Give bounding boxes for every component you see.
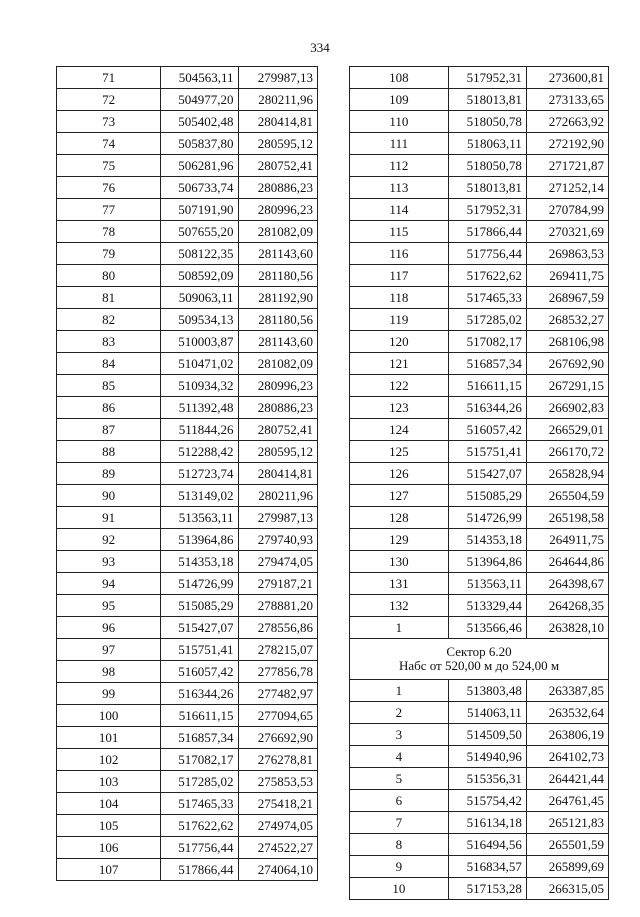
point-number-cell: 77 — [57, 199, 161, 221]
x-coordinate-cell: 517866,44 — [161, 859, 238, 881]
x-coordinate-cell: 514353,18 — [161, 551, 238, 573]
sector-header-row — [350, 639, 609, 680]
table-row — [350, 834, 609, 856]
table-row — [57, 727, 318, 749]
point-number-cell: 78 — [57, 221, 161, 243]
y-coordinate-cell: 268532,27 — [526, 309, 608, 331]
y-coordinate-cell: 276278,81 — [238, 749, 317, 771]
y-coordinate-cell: 278556,86 — [238, 617, 317, 639]
point-number-cell: 116 — [350, 243, 449, 265]
x-coordinate-cell: 506281,96 — [161, 155, 238, 177]
table-row — [57, 375, 318, 397]
x-coordinate-cell: 516611,15 — [448, 375, 526, 397]
x-coordinate-cell: 515085,29 — [448, 485, 526, 507]
point-number-cell: 102 — [57, 749, 161, 771]
table-row — [350, 617, 609, 639]
x-coordinate-cell: 514726,99 — [161, 573, 238, 595]
x-coordinate-cell: 517082,17 — [161, 749, 238, 771]
point-number-cell: 115 — [350, 221, 449, 243]
x-coordinate-cell: 518013,81 — [448, 177, 526, 199]
table-row — [57, 287, 318, 309]
table-row — [57, 617, 318, 639]
y-coordinate-cell: 263828,10 — [526, 617, 608, 639]
y-coordinate-cell: 274064,10 — [238, 859, 317, 881]
y-coordinate-cell: 265198,58 — [526, 507, 608, 529]
table-row — [57, 111, 318, 133]
y-coordinate-cell: 272192,90 — [526, 133, 608, 155]
point-number-cell: 71 — [57, 67, 161, 89]
y-coordinate-cell: 264421,44 — [526, 768, 608, 790]
y-coordinate-cell: 277482,97 — [238, 683, 317, 705]
point-number-cell: 125 — [350, 441, 449, 463]
point-number-cell: 10 — [350, 878, 449, 900]
point-number-cell: 73 — [57, 111, 161, 133]
x-coordinate-cell: 516134,18 — [448, 812, 526, 834]
table-row — [350, 89, 609, 111]
y-coordinate-cell: 281143,60 — [238, 243, 317, 265]
point-number-cell: 88 — [57, 441, 161, 463]
x-coordinate-cell: 516344,26 — [161, 683, 238, 705]
point-number-cell: 119 — [350, 309, 449, 331]
table-row — [350, 177, 609, 199]
point-number-cell: 86 — [57, 397, 161, 419]
x-coordinate-cell: 513803,48 — [448, 680, 526, 702]
x-coordinate-cell: 515427,07 — [448, 463, 526, 485]
x-coordinate-cell: 514353,18 — [448, 529, 526, 551]
table-row — [350, 680, 609, 702]
point-number-cell: 9 — [350, 856, 449, 878]
y-coordinate-cell: 279987,13 — [238, 507, 317, 529]
table-row — [350, 221, 609, 243]
point-number-cell: 124 — [350, 419, 449, 441]
x-coordinate-cell: 518050,78 — [448, 155, 526, 177]
table-row — [57, 67, 318, 89]
y-coordinate-cell: 280595,12 — [238, 441, 317, 463]
point-number-cell: 101 — [57, 727, 161, 749]
point-number-cell: 79 — [57, 243, 161, 265]
table-row — [57, 837, 318, 859]
y-coordinate-cell: 281180,56 — [238, 265, 317, 287]
y-coordinate-cell: 265121,83 — [526, 812, 608, 834]
y-coordinate-cell: 263387,85 — [526, 680, 608, 702]
x-coordinate-cell: 514726,99 — [448, 507, 526, 529]
x-coordinate-cell: 510471,02 — [161, 353, 238, 375]
table-row — [350, 463, 609, 485]
table-row — [57, 463, 318, 485]
point-number-cell: 131 — [350, 573, 449, 595]
point-number-cell: 118 — [350, 287, 449, 309]
table-row — [350, 133, 609, 155]
table-row — [350, 595, 609, 617]
x-coordinate-cell: 513563,11 — [448, 573, 526, 595]
y-coordinate-cell: 263532,64 — [526, 702, 608, 724]
x-coordinate-cell: 513964,86 — [161, 529, 238, 551]
y-coordinate-cell: 265899,69 — [526, 856, 608, 878]
x-coordinate-cell: 515751,41 — [448, 441, 526, 463]
point-number-cell: 127 — [350, 485, 449, 507]
table-row — [350, 287, 609, 309]
table-row — [57, 441, 318, 463]
point-number-cell: 72 — [57, 89, 161, 111]
x-coordinate-cell: 517622,62 — [448, 265, 526, 287]
x-coordinate-cell: 516344,26 — [448, 397, 526, 419]
point-number-cell: 117 — [350, 265, 449, 287]
x-coordinate-cell: 517465,33 — [161, 793, 238, 815]
table-row — [57, 485, 318, 507]
point-number-cell: 113 — [350, 177, 449, 199]
y-coordinate-cell: 278215,07 — [238, 639, 317, 661]
table-row — [57, 199, 318, 221]
point-number-cell: 89 — [57, 463, 161, 485]
table-row — [350, 331, 609, 353]
point-number-cell: 107 — [57, 859, 161, 881]
table-row — [350, 485, 609, 507]
y-coordinate-cell: 280752,41 — [238, 155, 317, 177]
y-coordinate-cell: 281082,09 — [238, 221, 317, 243]
x-coordinate-cell: 515427,07 — [161, 617, 238, 639]
y-coordinate-cell: 267291,15 — [526, 375, 608, 397]
y-coordinate-cell: 280211,96 — [238, 89, 317, 111]
table-row — [57, 793, 318, 815]
x-coordinate-cell: 517285,02 — [448, 309, 526, 331]
y-coordinate-cell: 274974,05 — [238, 815, 317, 837]
y-coordinate-cell: 280886,23 — [238, 397, 317, 419]
table-row — [350, 878, 609, 900]
table-row — [350, 551, 609, 573]
y-coordinate-cell: 276692,90 — [238, 727, 317, 749]
x-coordinate-cell: 513329,44 — [448, 595, 526, 617]
x-coordinate-cell: 515751,41 — [161, 639, 238, 661]
y-coordinate-cell: 280211,96 — [238, 485, 317, 507]
y-coordinate-cell: 270784,99 — [526, 199, 608, 221]
x-coordinate-cell: 511844,26 — [161, 419, 238, 441]
x-coordinate-cell: 514940,96 — [448, 746, 526, 768]
table-row — [57, 133, 318, 155]
table-row — [57, 815, 318, 837]
x-coordinate-cell: 513563,11 — [161, 507, 238, 529]
table-row — [57, 243, 318, 265]
y-coordinate-cell: 265501,59 — [526, 834, 608, 856]
x-coordinate-cell: 505837,80 — [161, 133, 238, 155]
table-row — [350, 812, 609, 834]
point-number-cell: 123 — [350, 397, 449, 419]
x-coordinate-cell: 517952,31 — [448, 67, 526, 89]
point-number-cell: 80 — [57, 265, 161, 287]
point-number-cell: 82 — [57, 309, 161, 331]
y-coordinate-cell: 277094,65 — [238, 705, 317, 727]
y-coordinate-cell: 281143,60 — [238, 331, 317, 353]
point-number-cell: 122 — [350, 375, 449, 397]
point-number-cell: 5 — [350, 768, 449, 790]
x-coordinate-cell: 512288,42 — [161, 441, 238, 463]
point-number-cell: 92 — [57, 529, 161, 551]
point-number-cell: 2 — [350, 702, 449, 724]
point-number-cell: 109 — [350, 89, 449, 111]
point-number-cell: 93 — [57, 551, 161, 573]
table-row — [350, 790, 609, 812]
y-coordinate-cell: 273133,65 — [526, 89, 608, 111]
x-coordinate-cell: 517082,17 — [448, 331, 526, 353]
point-number-cell: 94 — [57, 573, 161, 595]
x-coordinate-cell: 517465,33 — [448, 287, 526, 309]
y-coordinate-cell: 268967,59 — [526, 287, 608, 309]
x-coordinate-cell: 516611,15 — [161, 705, 238, 727]
table-row — [57, 529, 318, 551]
point-number-cell: 87 — [57, 419, 161, 441]
point-number-cell: 99 — [57, 683, 161, 705]
sector-title: Сектор 6.20 — [446, 644, 512, 659]
x-coordinate-cell: 515754,42 — [448, 790, 526, 812]
table-row — [350, 441, 609, 463]
table-row — [57, 265, 318, 287]
x-coordinate-cell: 507191,90 — [161, 199, 238, 221]
x-coordinate-cell: 513566,46 — [448, 617, 526, 639]
y-coordinate-cell: 263806,19 — [526, 724, 608, 746]
table-row — [350, 243, 609, 265]
y-coordinate-cell: 264102,73 — [526, 746, 608, 768]
y-coordinate-cell: 264644,86 — [526, 551, 608, 573]
y-coordinate-cell: 280996,23 — [238, 375, 317, 397]
point-number-cell: 96 — [57, 617, 161, 639]
x-coordinate-cell: 506733,74 — [161, 177, 238, 199]
page-number: 334 — [310, 40, 330, 55]
y-coordinate-cell: 280752,41 — [238, 419, 317, 441]
y-coordinate-cell: 277856,78 — [238, 661, 317, 683]
x-coordinate-cell: 516857,34 — [448, 353, 526, 375]
x-coordinate-cell: 504563,11 — [161, 67, 238, 89]
point-number-cell: 81 — [57, 287, 161, 309]
table-row — [57, 771, 318, 793]
x-coordinate-cell: 504977,20 — [161, 89, 238, 111]
table-row — [57, 221, 318, 243]
table-row — [57, 331, 318, 353]
table-row — [350, 155, 609, 177]
table-row — [350, 573, 609, 595]
x-coordinate-cell: 518013,81 — [448, 89, 526, 111]
table-row — [57, 573, 318, 595]
point-number-cell: 129 — [350, 529, 449, 551]
point-number-cell: 121 — [350, 353, 449, 375]
point-number-cell: 98 — [57, 661, 161, 683]
table-row — [57, 595, 318, 617]
x-coordinate-cell: 516057,42 — [161, 661, 238, 683]
point-number-cell: 100 — [57, 705, 161, 727]
x-coordinate-cell: 517285,02 — [161, 771, 238, 793]
y-coordinate-cell: 272663,92 — [526, 111, 608, 133]
table-row — [350, 375, 609, 397]
table-row — [57, 661, 318, 683]
x-coordinate-cell: 515356,31 — [448, 768, 526, 790]
table-row — [350, 265, 609, 287]
y-coordinate-cell: 280996,23 — [238, 199, 317, 221]
x-coordinate-cell: 518050,78 — [448, 111, 526, 133]
table-row — [350, 507, 609, 529]
table-row — [57, 309, 318, 331]
x-coordinate-cell: 514063,11 — [448, 702, 526, 724]
point-number-cell: 3 — [350, 724, 449, 746]
table-row — [57, 639, 318, 661]
x-coordinate-cell: 509534,13 — [161, 309, 238, 331]
table-row — [57, 551, 318, 573]
x-coordinate-cell: 517756,44 — [161, 837, 238, 859]
y-coordinate-cell: 270321,69 — [526, 221, 608, 243]
table-row — [57, 89, 318, 111]
table-row — [350, 309, 609, 331]
y-coordinate-cell: 271721,87 — [526, 155, 608, 177]
x-coordinate-cell: 509063,11 — [161, 287, 238, 309]
table-row — [350, 746, 609, 768]
table-row — [57, 859, 318, 881]
point-number-cell: 83 — [57, 331, 161, 353]
y-coordinate-cell: 275853,53 — [238, 771, 317, 793]
x-coordinate-cell: 517866,44 — [448, 221, 526, 243]
y-coordinate-cell: 269863,53 — [526, 243, 608, 265]
y-coordinate-cell: 264911,75 — [526, 529, 608, 551]
y-coordinate-cell: 280414,81 — [238, 463, 317, 485]
point-number-cell: 104 — [57, 793, 161, 815]
table-row — [57, 353, 318, 375]
x-coordinate-cell: 505402,48 — [161, 111, 238, 133]
x-coordinate-cell: 517756,44 — [448, 243, 526, 265]
table-row — [57, 507, 318, 529]
x-coordinate-cell: 508592,09 — [161, 265, 238, 287]
point-number-cell: 112 — [350, 155, 449, 177]
x-coordinate-cell: 511392,48 — [161, 397, 238, 419]
y-coordinate-cell: 281192,90 — [238, 287, 317, 309]
y-coordinate-cell: 279474,05 — [238, 551, 317, 573]
x-coordinate-cell: 510003,87 — [161, 331, 238, 353]
x-coordinate-cell: 507655,20 — [161, 221, 238, 243]
table-row — [350, 111, 609, 133]
point-number-cell: 126 — [350, 463, 449, 485]
y-coordinate-cell: 266529,01 — [526, 419, 608, 441]
table-row — [57, 177, 318, 199]
y-coordinate-cell: 267692,90 — [526, 353, 608, 375]
x-coordinate-cell: 518063,11 — [448, 133, 526, 155]
y-coordinate-cell: 279187,21 — [238, 573, 317, 595]
point-number-cell: 105 — [57, 815, 161, 837]
point-number-cell: 110 — [350, 111, 449, 133]
x-coordinate-cell: 510934,32 — [161, 375, 238, 397]
y-coordinate-cell: 273600,81 — [526, 67, 608, 89]
point-number-cell: 108 — [350, 67, 449, 89]
point-number-cell: 111 — [350, 133, 449, 155]
point-number-cell: 120 — [350, 331, 449, 353]
point-number-cell: 132 — [350, 595, 449, 617]
point-number-cell: 95 — [57, 595, 161, 617]
point-number-cell: 90 — [57, 485, 161, 507]
point-number-cell: 130 — [350, 551, 449, 573]
y-coordinate-cell: 275418,21 — [238, 793, 317, 815]
table-row — [350, 397, 609, 419]
table-row — [57, 749, 318, 771]
y-coordinate-cell: 281082,09 — [238, 353, 317, 375]
point-number-cell: 114 — [350, 199, 449, 221]
x-coordinate-cell: 517622,62 — [161, 815, 238, 837]
point-number-cell: 97 — [57, 639, 161, 661]
table-row — [57, 683, 318, 705]
coordinates-table-left — [56, 66, 318, 881]
table-row — [57, 705, 318, 727]
point-number-cell: 91 — [57, 507, 161, 529]
point-number-cell: 6 — [350, 790, 449, 812]
y-coordinate-cell: 269411,75 — [526, 265, 608, 287]
table-row — [350, 724, 609, 746]
y-coordinate-cell: 274522,27 — [238, 837, 317, 859]
coordinates-table-right — [349, 66, 609, 900]
sector-subtitle: Набс от 520,00 м до 524,00 м — [398, 658, 560, 673]
x-coordinate-cell: 513964,86 — [448, 551, 526, 573]
point-number-cell: 1 — [350, 680, 449, 702]
point-number-cell: 7 — [350, 812, 449, 834]
y-coordinate-cell: 264398,67 — [526, 573, 608, 595]
x-coordinate-cell: 514509,50 — [448, 724, 526, 746]
table-row — [350, 419, 609, 441]
point-number-cell: 103 — [57, 771, 161, 793]
x-coordinate-cell: 515085,29 — [161, 595, 238, 617]
table-row — [57, 155, 318, 177]
x-coordinate-cell: 517153,28 — [448, 878, 526, 900]
y-coordinate-cell: 279740,93 — [238, 529, 317, 551]
y-coordinate-cell: 271252,14 — [526, 177, 608, 199]
sector-header-cell — [350, 639, 609, 680]
table-row — [350, 768, 609, 790]
point-number-cell: 85 — [57, 375, 161, 397]
y-coordinate-cell: 268106,98 — [526, 331, 608, 353]
y-coordinate-cell: 280886,23 — [238, 177, 317, 199]
y-coordinate-cell: 266902,83 — [526, 397, 608, 419]
table-row — [350, 353, 609, 375]
x-coordinate-cell: 517952,31 — [448, 199, 526, 221]
x-coordinate-cell: 508122,35 — [161, 243, 238, 265]
y-coordinate-cell: 281180,56 — [238, 309, 317, 331]
y-coordinate-cell: 265504,59 — [526, 485, 608, 507]
point-number-cell: 8 — [350, 834, 449, 856]
y-coordinate-cell: 266170,72 — [526, 441, 608, 463]
table-row — [350, 67, 609, 89]
point-number-cell: 84 — [57, 353, 161, 375]
y-coordinate-cell: 265828,94 — [526, 463, 608, 485]
table-row — [350, 199, 609, 221]
x-coordinate-cell: 516057,42 — [448, 419, 526, 441]
y-coordinate-cell: 266315,05 — [526, 878, 608, 900]
y-coordinate-cell: 279987,13 — [238, 67, 317, 89]
table-row — [350, 856, 609, 878]
table-row — [350, 529, 609, 551]
y-coordinate-cell: 264268,35 — [526, 595, 608, 617]
point-number-cell: 4 — [350, 746, 449, 768]
point-number-cell: 128 — [350, 507, 449, 529]
point-number-cell: 74 — [57, 133, 161, 155]
y-coordinate-cell: 264761,45 — [526, 790, 608, 812]
x-coordinate-cell: 516857,34 — [161, 727, 238, 749]
x-coordinate-cell: 516834,57 — [448, 856, 526, 878]
point-number-cell: 1 — [350, 617, 449, 639]
x-coordinate-cell: 512723,74 — [161, 463, 238, 485]
table-row — [57, 419, 318, 441]
point-number-cell: 76 — [57, 177, 161, 199]
x-coordinate-cell: 513149,02 — [161, 485, 238, 507]
x-coordinate-cell: 516494,56 — [448, 834, 526, 856]
y-coordinate-cell: 278881,20 — [238, 595, 317, 617]
table-row — [350, 702, 609, 724]
y-coordinate-cell: 280414,81 — [238, 111, 317, 133]
table-row — [57, 397, 318, 419]
point-number-cell: 75 — [57, 155, 161, 177]
y-coordinate-cell: 280595,12 — [238, 133, 317, 155]
point-number-cell: 106 — [57, 837, 161, 859]
